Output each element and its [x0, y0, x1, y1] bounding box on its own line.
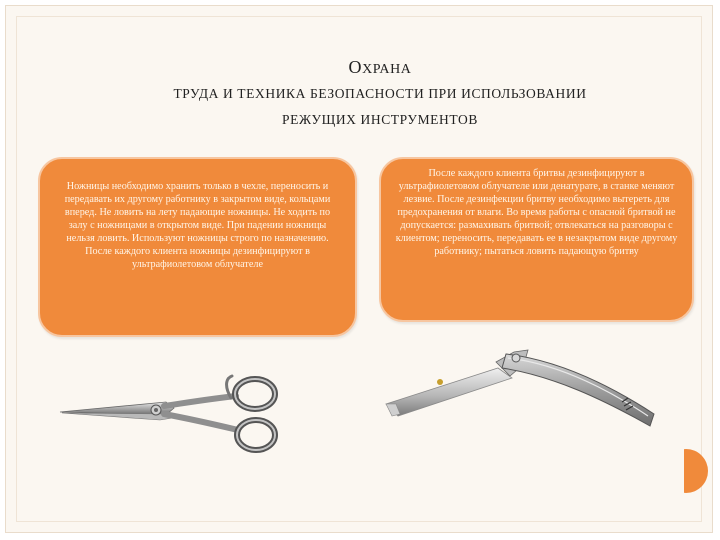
razor-safety-box	[379, 157, 694, 322]
slide-title-line-2: ТРУДА И ТЕХНИКА БЕЗОПАСНОСТИ ПРИ ИСПОЛЬЗОВАНИИ	[173, 86, 587, 101]
title-initial: О	[348, 57, 363, 77]
scissors-safety-text: Ножницы необходимо хранить только в чехле, переносить и передавать их другому работнику в закрытом виде, кольцами вперед. Не ловить на лету падающие ножницы. Не ходить по залу с ножницами в открытом виде. При падении ножницы нельзя ловить. Используют ножницы строго по назначению. После каждого клиента ножницы дезинфицируют в ультрафиолетовом облучателе	[64, 181, 331, 270]
title-rest: ХРАНА	[362, 62, 412, 77]
razor-safety-text: После каждого клиента бритвы дезинфицируют в ультрафиолетовом облучателе или денатурате, в станке меняют лезвие. После дезинфекции бритву необходимо вытереть для предохранения от влаги. Во время работы с опасной бритвой не допускается: размахивать бритвой; отвлекаться на разговоры с клиентом; переносить, передавать ее в незакрытом виде другому работнику; пытаться ловить падающую бритву	[395, 168, 678, 257]
slide-title-line-3: РЕЖУЩИХ ИНСТРУМЕНТОВ	[281, 112, 478, 127]
straight-razor-image	[378, 332, 668, 442]
scissors-safety-box	[38, 157, 357, 337]
slide-title-line-1	[80, 57, 680, 78]
scissors-image	[56, 368, 286, 468]
decorative-circle-mask	[660, 440, 684, 500]
